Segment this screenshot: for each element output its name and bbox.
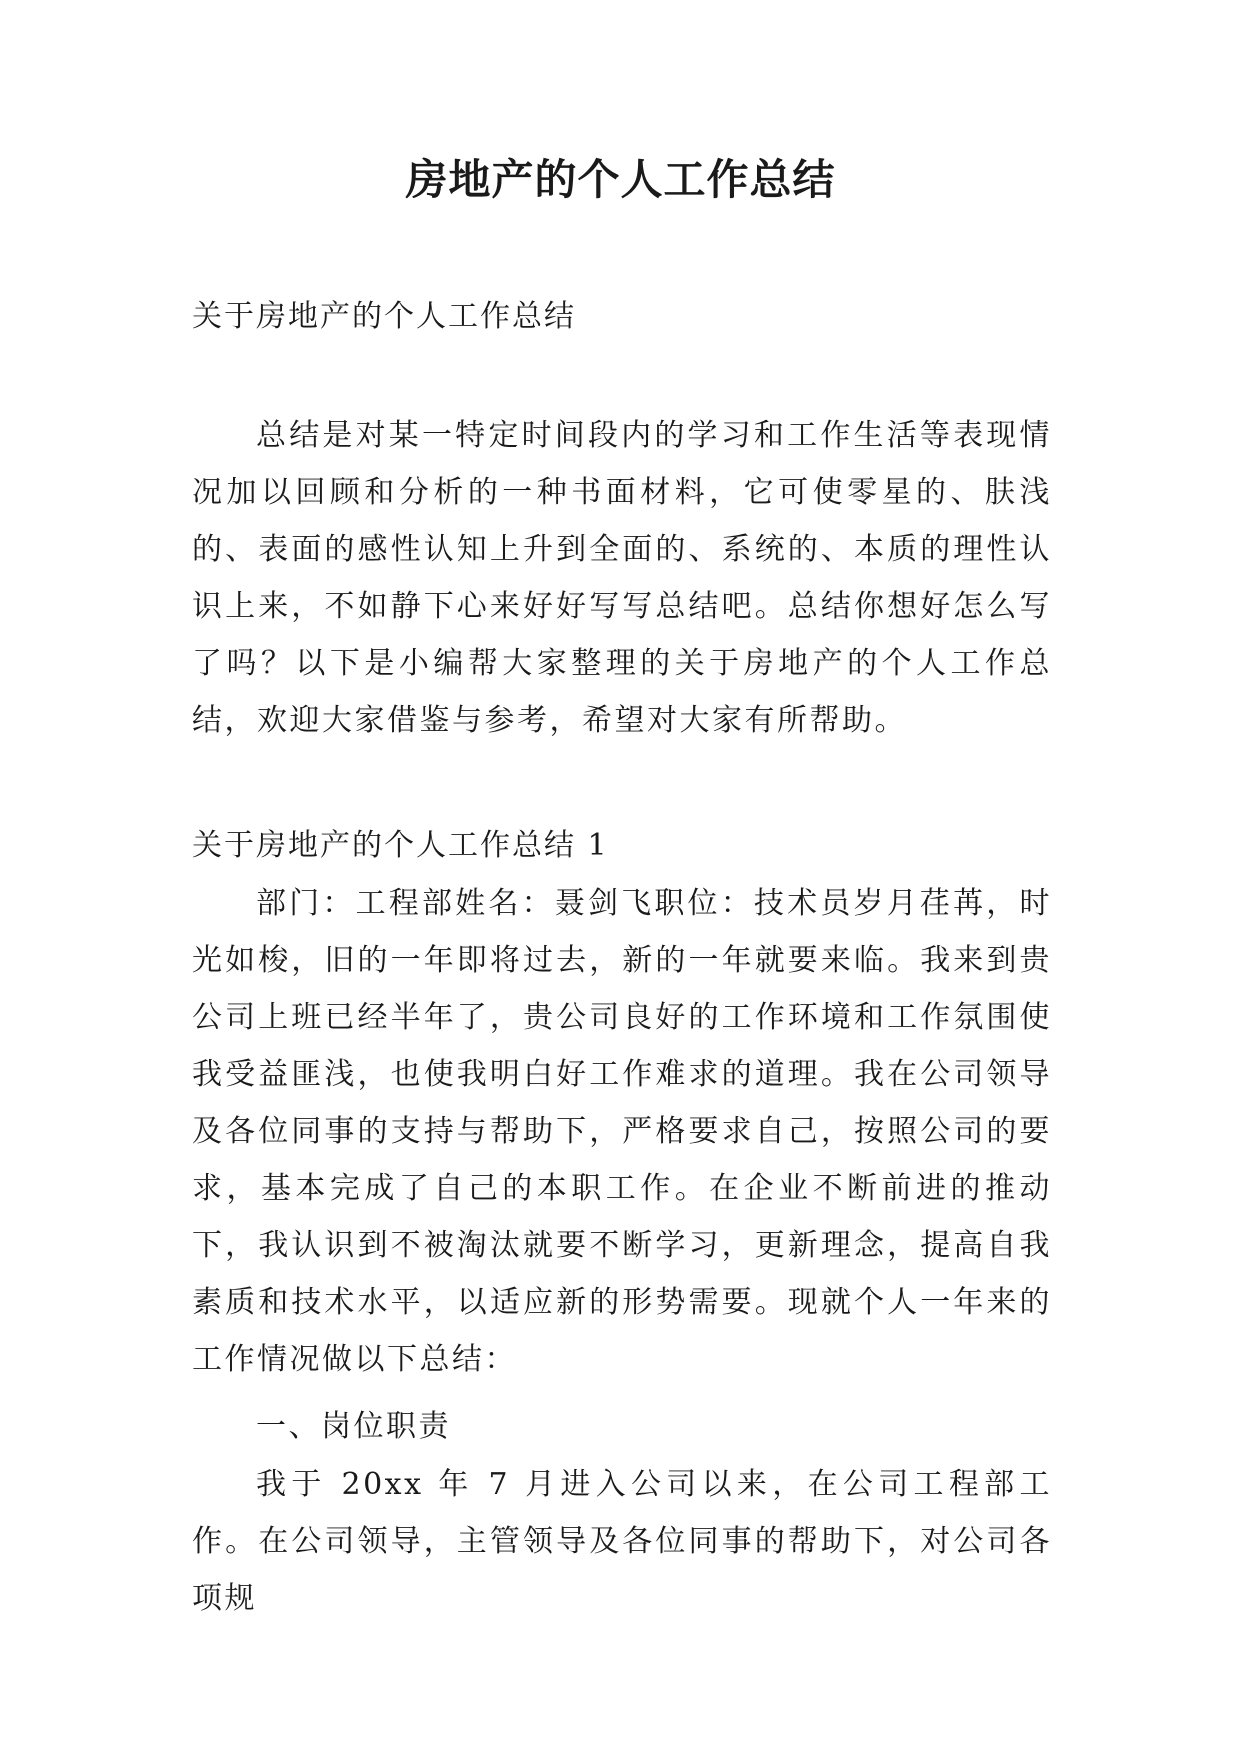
section-body-paragraph: 部门：工程部姓名：聂剑飞职位：技术员岁月荏苒，时光如梭，旧的一年即将过去，新的一年就要来临。我来到贵公司上班已经半年了，贵公司良好的工作环境和工作氛围使我受益匪浅，也使我明白好工作难求的道理。我在公司领导及各位同事的支持与帮助下，严格要求自己，按照公司的要求，基本完成了自己的本职工作。在企业不断前进的推动下，我认识到不被淘汰就要不断学习，更新理念，提高自我素质和技术水平，以适应新的形势需要。现就个人一年来的工作情况做以下总结： (192, 886, 1052, 1377)
subsection-body-paragraph: 我于 20xx 年 7 月进入公司以来，在公司工程部工作。在公司领导，主管领导及各位同事的帮助下，对公司各项规 (192, 1467, 1052, 1616)
document-title: 房地产的个人工作总结 (405, 155, 836, 204)
intro-paragraph: 总结是对某一特定时间段内的学习和工作生活等表现情况加以回顾和分析的一种书面材料，它可使零星的、肤浅的、表面的感性认知上升到全面的、系统的、本质的理性认识上来，不如静下心来好好写写总结吧。总结你想好怎么写了吗？以下是小编帮大家整理的关于房地产的个人工作总结，欢迎大家借鉴与参考，希望对大家有所帮助。 (192, 418, 1052, 738)
subsection-heading: 一、岗位职责 (256, 1409, 451, 1444)
section-heading: 关于房地产的个人工作总结 1 (192, 828, 609, 863)
document-subtitle: 关于房地产的个人工作总结 (192, 299, 576, 334)
